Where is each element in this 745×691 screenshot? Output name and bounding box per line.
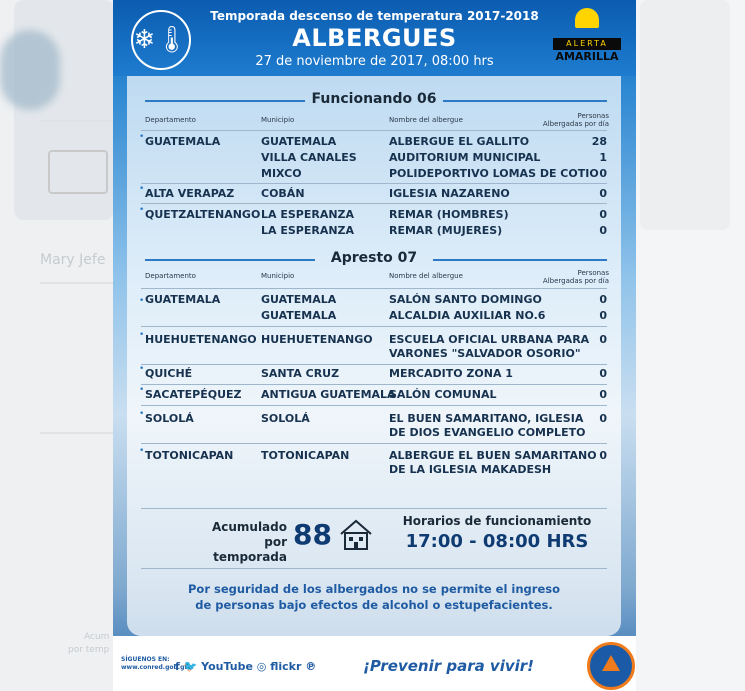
shelter-cell-line2: DE DIOS EVANGELIO COMPLETO (389, 426, 586, 439)
poster-date: 27 de noviembre de 2017, 08:00 hrs (255, 54, 494, 69)
row-divider (141, 326, 607, 327)
alert-label: ALERTA (553, 38, 621, 50)
shelter-cell: REMAR (MUJERES) (389, 224, 503, 237)
safety-notice (147, 581, 601, 613)
department-cell: ALTA VERAPAZ (145, 187, 235, 200)
poster-header (113, 0, 636, 76)
row-bullet-icon: • (139, 330, 145, 340)
people-count-cell: 28 (591, 135, 607, 148)
department-cell: QUETZALTENANGO (145, 208, 261, 221)
section-title-apresto: Apresto 07 (330, 250, 418, 266)
municipality-cell: ANTIGUA GUATEMALA (261, 388, 396, 401)
row-divider (141, 183, 607, 184)
row-bullet-icon: • (139, 385, 145, 395)
conred-logo (587, 642, 635, 690)
column-header-shelter: Nombre del albergue (389, 116, 463, 124)
row-bullet-icon: • (139, 184, 145, 194)
follow-us-url[interactable]: www.conred.gob.gt (121, 664, 188, 671)
municipality-cell: GUATEMALA (261, 293, 337, 306)
row-divider (141, 288, 607, 289)
column-header-municipality: Municipio (261, 272, 295, 280)
background-house-icon (48, 150, 108, 194)
safety-notice-line2: de personas bajo efectos de alcohol o estupefacientes. (195, 598, 553, 612)
municipality-cell: COBÁN (261, 187, 305, 200)
shelters-poster (113, 0, 636, 691)
row-divider (141, 384, 607, 385)
row-bullet-icon: • (139, 409, 145, 419)
column-header-department: Departamento (145, 272, 196, 280)
social-icons[interactable]: f 🐦 YouTube ◎ flickr ℗ (175, 660, 317, 673)
people-count-cell: 0 (599, 367, 607, 380)
people-count-cell: 0 (599, 449, 607, 462)
background-divider (40, 432, 115, 434)
shelter-cell: ALCALDIA AUXILIAR NO.6 (389, 309, 546, 322)
department-cell: SACATEPÉQUEZ (145, 388, 242, 401)
cumulative-label (195, 520, 287, 565)
column-header-department: Departamento (145, 116, 196, 124)
shelter-cell: REMAR (HOMBRES) (389, 208, 509, 221)
section-title-funcionando: Funcionando 06 (311, 91, 437, 107)
municipality-cell: GUATEMALA (261, 135, 337, 148)
department-cell: GUATEMALA (145, 135, 221, 148)
department-cell: GUATEMALA (145, 293, 221, 306)
background-card (640, 0, 730, 230)
background-text: Acum (84, 632, 110, 642)
row-bullet-icon: • (139, 205, 145, 215)
background-text: Mary Jefe (40, 252, 106, 268)
hours-label: Horarios de funcionamiento (402, 514, 592, 528)
slogan: ¡Prevenir para vivir! (363, 657, 535, 675)
follow-us-label: SÍGUENOS EN: (121, 656, 170, 663)
section-divider (443, 100, 607, 102)
row-divider (141, 508, 607, 509)
shelter-cell: IGLESIA NAZARENO (389, 187, 510, 200)
municipality-cell: SOLOLÁ (261, 412, 310, 425)
safety-notice-line1: Por seguridad de los albergados no se permite el ingreso (187, 582, 560, 596)
shelter-cell: AUDITORIUM MUNICIPAL (389, 151, 541, 164)
section-divider (433, 259, 607, 261)
department-cell: QUICHÉ (145, 367, 193, 380)
row-bullet-icon: • (139, 364, 145, 374)
row-divider (141, 443, 607, 444)
row-divider (141, 203, 607, 204)
background-image-blur (0, 30, 60, 110)
people-count-cell: 0 (599, 412, 607, 425)
background-text: por temp (68, 645, 110, 655)
column-header-people: Personas Albergadas por día (542, 112, 609, 128)
alert-level: AMARILLA (555, 50, 619, 63)
poster-footer (113, 636, 636, 691)
background-divider (40, 282, 115, 284)
row-divider (141, 405, 607, 406)
cumulative-label-line1: Acumulado (211, 520, 287, 534)
people-count-cell: 0 (599, 224, 607, 237)
row-bullet-icon: • (139, 446, 145, 456)
people-count-cell: 0 (599, 293, 607, 306)
column-header-people: Personas Albergadas por día (542, 269, 609, 285)
department-cell: TOTONICAPAN (145, 449, 234, 462)
cumulative-label-line2: por temporada (213, 535, 287, 564)
column-header-municipality: Municipio (261, 116, 295, 124)
municipality-cell: SANTA CRUZ (261, 367, 340, 380)
alert-light-icon (575, 8, 599, 28)
people-count-cell: 1 (599, 151, 607, 164)
shelter-cell: ESCUELA OFICIAL URBANA PARA (389, 333, 590, 346)
shelter-cell: ALBERGUE EL BUEN SAMARITANO (389, 449, 597, 462)
row-bullet-icon: • (139, 132, 145, 142)
row-divider (141, 364, 607, 365)
thermometer-snowflake-icon: ❄🌡 (131, 10, 191, 70)
conred-triangle-icon (602, 655, 620, 671)
shelter-cell-line2: DE LA IGLESIA MAKADESH (389, 463, 552, 476)
alert-badge (553, 8, 621, 66)
content-panel (127, 76, 621, 636)
municipality-cell: GUATEMALA (261, 309, 337, 322)
row-bullet-icon: • (139, 296, 145, 306)
people-count-cell: 0 (599, 388, 607, 401)
municipality-cell: MIXCO (261, 167, 302, 180)
hours-value: 17:00 - 08:00 HRS (405, 531, 589, 552)
poster-subtitle: Temporada descenso de temperatura 2017-2018 (210, 9, 539, 23)
municipality-cell: HUEHUETENANGO (261, 333, 373, 346)
department-cell: SOLOLÁ (145, 412, 194, 425)
people-count-cell: 0 (599, 208, 607, 221)
municipality-cell: LA ESPERANZA (261, 208, 355, 221)
shelter-cell: SALÓN SANTO DOMINGO (389, 293, 542, 306)
shelter-cell-line2: VARONES "SALVADOR OSORIO" (389, 347, 581, 360)
house-icon (339, 518, 373, 552)
shelter-cell: ALBERGUE EL GALLITO (389, 135, 530, 148)
shelter-cell: EL BUEN SAMARITANO, IGLESIA (389, 412, 584, 425)
shelter-cell: POLIDEPORTIVO LOMAS DE COTIO (389, 167, 599, 180)
cumulative-value: 88 (293, 518, 332, 551)
people-count-cell: 0 (599, 333, 607, 346)
row-divider (141, 130, 607, 131)
municipality-cell: LA ESPERANZA (261, 224, 355, 237)
department-cell: HUEHUETENANGO (145, 333, 257, 346)
people-count-cell: 0 (599, 187, 607, 200)
shelter-cell: MERCADITO ZONA 1 (389, 367, 513, 380)
row-divider (141, 568, 607, 569)
poster-title: ALBERGUES (292, 24, 457, 52)
shelter-cell: SALÓN COMUNAL (389, 388, 497, 401)
people-count-cell: 0 (599, 167, 607, 180)
municipality-cell: TOTONICAPAN (261, 449, 350, 462)
background-divider (40, 120, 115, 122)
column-header-shelter: Nombre del albergue (389, 272, 463, 280)
municipality-cell: VILLA CANALES (261, 151, 357, 164)
people-count-cell: 0 (599, 309, 607, 322)
